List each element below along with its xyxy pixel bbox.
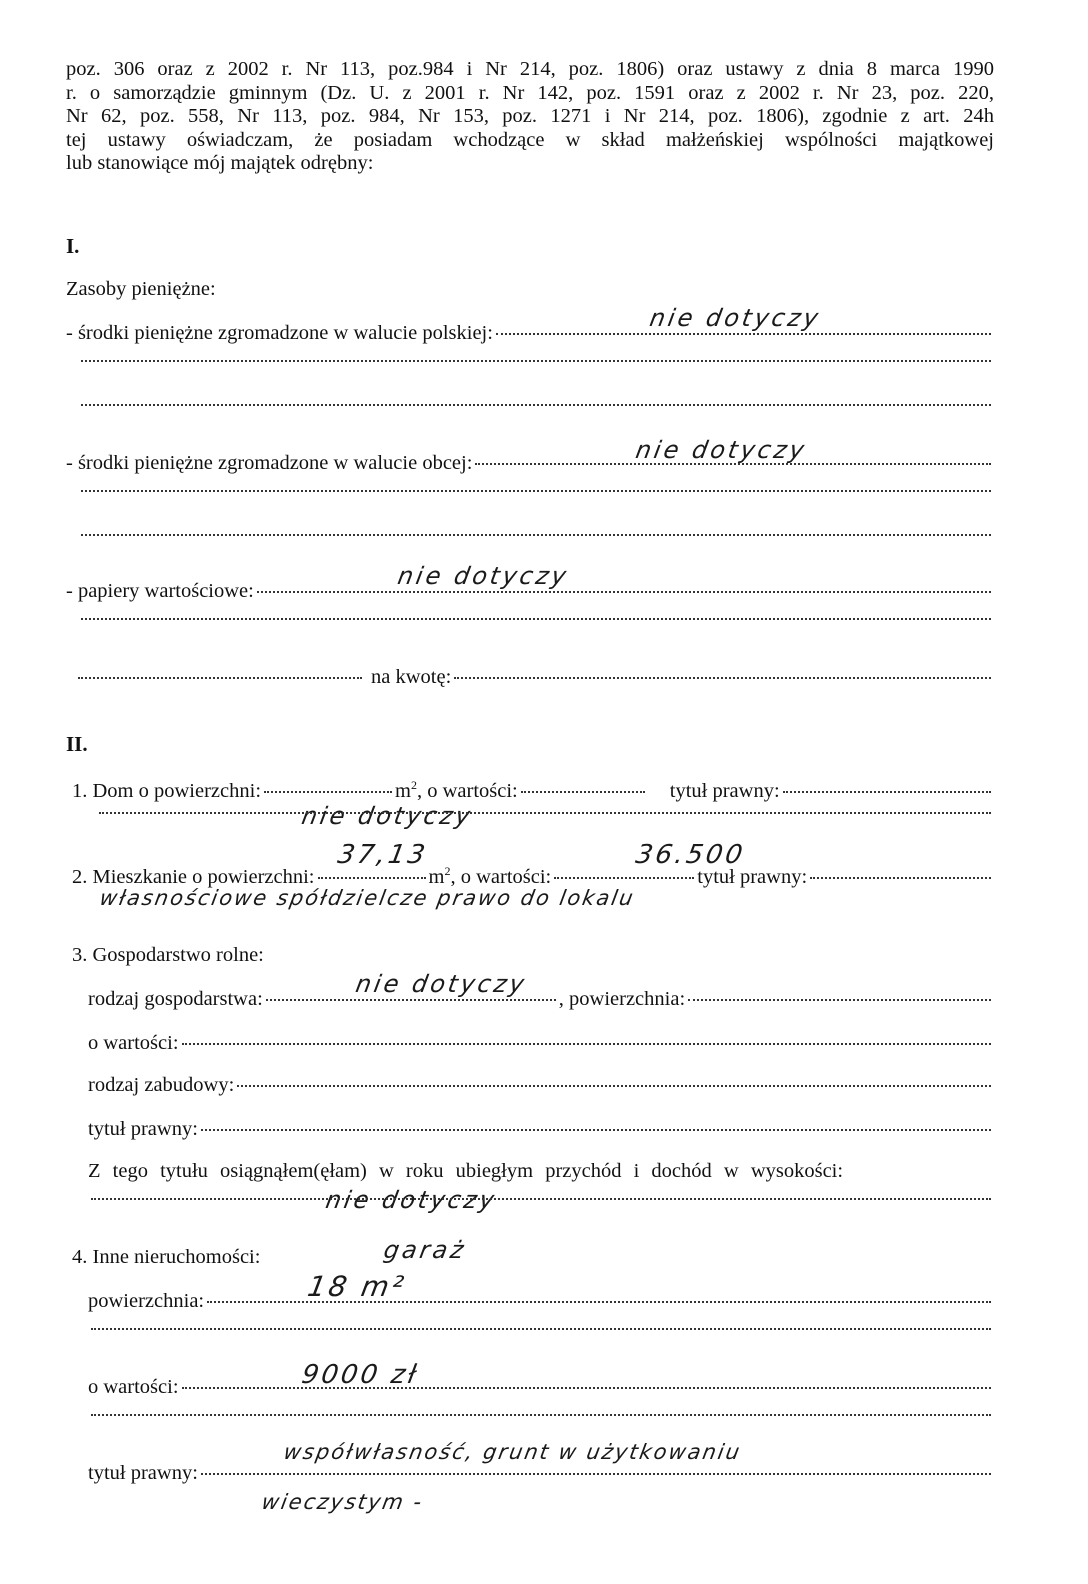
house-unit: $m^2$ <box>395 778 417 802</box>
intro-paragraph <box>66 58 994 176</box>
other-title-field[interactable] <box>201 1473 991 1475</box>
other-area-handwritten: 18 m² <box>305 1270 409 1303</box>
intro-line: lub stanowiące mój majątek odrębny: <box>66 152 374 174</box>
house-handwritten: nie dotyczy <box>299 802 476 830</box>
farm-title-field[interactable] <box>201 1129 991 1131</box>
farm-label: 3. Gospodarstwo rolne: <box>72 944 264 966</box>
other-property-row <box>72 1244 260 1270</box>
flat-title-handwritten: własnościowe spółdzielcze prawo do lokalu <box>97 886 637 910</box>
flat-value-label: , o wartości: <box>450 865 552 888</box>
farm-income-row <box>88 1158 994 1184</box>
foreign-funds-handwritten: nie dotyczy <box>633 436 810 464</box>
house-area-field[interactable] <box>264 791 392 793</box>
dotted-line <box>78 408 994 434</box>
house-row <box>72 772 994 802</box>
farm-income-field[interactable] <box>91 1198 991 1200</box>
farm-income-label: Z tego tytułu osiągnąłem(ęłam) w roku ubiegłym przychód i dochód w wysokości: <box>88 1160 844 1182</box>
other-value-label: o wartości: <box>88 1376 179 1398</box>
other-area-field-2[interactable] <box>91 1328 991 1330</box>
foreign-funds-field-3[interactable] <box>81 534 991 536</box>
dotted-line <box>88 1332 994 1358</box>
farm-value-row <box>88 1030 994 1056</box>
farm-type-label: rodzaj gospodarstwa: <box>88 988 263 1010</box>
section-1-heading: I. <box>66 234 80 258</box>
pln-funds-label: - środki pieniężne zgromadzone w walucie polskiej: <box>66 322 493 344</box>
farm-value-label: o wartości: <box>88 1032 179 1054</box>
farm-title-row <box>88 1116 994 1142</box>
section-1-title <box>66 276 216 302</box>
pln-funds-row <box>66 320 994 346</box>
amount-label: na kwotę: <box>371 666 452 688</box>
other-property-type-handwritten: garaż <box>381 1236 469 1264</box>
farm-buildings-row <box>88 1072 994 1098</box>
securities-desc-field[interactable] <box>78 677 362 679</box>
farm-area-field[interactable] <box>688 999 991 1001</box>
intro-line: tej ustawy oświadczam, że posiadam wchodzące w skład małżeńskiej wspólności majątkowej <box>66 128 994 151</box>
flat-value-field[interactable] <box>554 877 694 879</box>
flat-row <box>72 858 994 888</box>
other-value-field-2[interactable] <box>91 1414 991 1416</box>
money-resources-label: Zasoby pieniężne: <box>66 278 216 300</box>
foreign-funds-field-2[interactable] <box>81 490 991 492</box>
dotted-line <box>88 1202 994 1228</box>
farm-row <box>72 942 264 968</box>
intro-line: poz. 306 oraz z 2002 r. Nr 113, poz.984 i Nr 214, poz. 1806) oraz ustawy z dnia 8 marca 1990 <box>66 58 994 80</box>
pln-funds-handwritten: nie dotyczy <box>647 304 824 332</box>
other-area-row <box>88 1288 994 1314</box>
flat-area-handwritten: 37,13 <box>335 840 431 870</box>
pln-funds-field-3[interactable] <box>81 404 991 406</box>
dotted-line <box>78 538 994 564</box>
securities-handwritten: nie dotyczy <box>395 562 572 590</box>
farm-area-label: , powierzchnia: <box>558 988 686 1010</box>
house-label: 1. Dom o powierzchni: <box>72 779 262 802</box>
flat-unit: $m^2$ <box>428 864 451 888</box>
intro-line: r. o samorządzie gminnym (Dz. U. z 2001 r. Nr 142, poz. 1591 oraz z 2002 r. Nr 23, poz. 220, <box>66 81 994 104</box>
other-value-row <box>88 1374 994 1400</box>
pln-funds-field-2[interactable] <box>81 360 991 362</box>
farm-income-handwritten: nie dotyczy <box>323 1186 500 1214</box>
flat-label: 2. Mieszkanie o powierzchni: <box>72 865 315 888</box>
securities-field-2[interactable] <box>81 618 991 620</box>
other-property-label: 4. Inne nieruchomości: <box>72 1246 261 1268</box>
dotted-line <box>78 364 994 390</box>
flat-value-handwritten: 36.500 <box>633 840 748 870</box>
securities-amount-row <box>78 664 994 690</box>
pln-funds-field[interactable] <box>496 333 991 335</box>
securities-label: - papiery wartościowe: <box>66 580 254 602</box>
other-title-label: tytuł prawny: <box>88 1462 198 1484</box>
dotted-line <box>78 622 994 648</box>
farm-type-row <box>88 986 994 1012</box>
dotted-line <box>96 816 994 842</box>
foreign-funds-row <box>66 450 994 476</box>
flat-title-field[interactable] <box>810 877 991 879</box>
flat-title-label: tytuł prawny: <box>697 865 808 888</box>
farm-buildings-label: rodzaj zabudowy: <box>88 1074 235 1096</box>
farm-buildings-field[interactable] <box>237 1085 991 1087</box>
farm-title-label: tytuł prawny: <box>88 1118 198 1140</box>
securities-field[interactable] <box>257 591 991 593</box>
foreign-funds-label: - środki pieniężne zgromadzone w walucie obcej: <box>66 452 473 474</box>
other-title-handwritten-2: wieczystym - <box>259 1490 426 1514</box>
house-value-field[interactable] <box>521 791 645 793</box>
other-area-label: powierzchnia: <box>88 1290 205 1312</box>
farm-type-field[interactable] <box>266 999 556 1001</box>
section-2-heading: II. <box>66 732 88 756</box>
other-title-handwritten: współwłasność, grunt w użytkowaniu <box>281 1440 744 1464</box>
other-value-handwritten: 9000 zł <box>299 1360 422 1390</box>
farm-value-field[interactable] <box>182 1043 991 1045</box>
flat-area-field[interactable] <box>318 877 426 879</box>
intro-line: Nr 62, poz. 558, Nr 113, poz. 984, Nr 153, poz. 1271 i Nr 214, poz. 1806), zgodnie z art. 24h <box>66 105 994 127</box>
house-extra-field[interactable] <box>99 812 991 814</box>
amount-field[interactable] <box>454 677 991 679</box>
dotted-line <box>78 494 994 520</box>
house-title-field[interactable] <box>783 791 991 793</box>
house-title-label: tytuł prawny: <box>669 779 780 802</box>
house-value-label: , o wartości: <box>416 779 518 802</box>
farm-type-handwritten: nie dotyczy <box>353 970 530 998</box>
